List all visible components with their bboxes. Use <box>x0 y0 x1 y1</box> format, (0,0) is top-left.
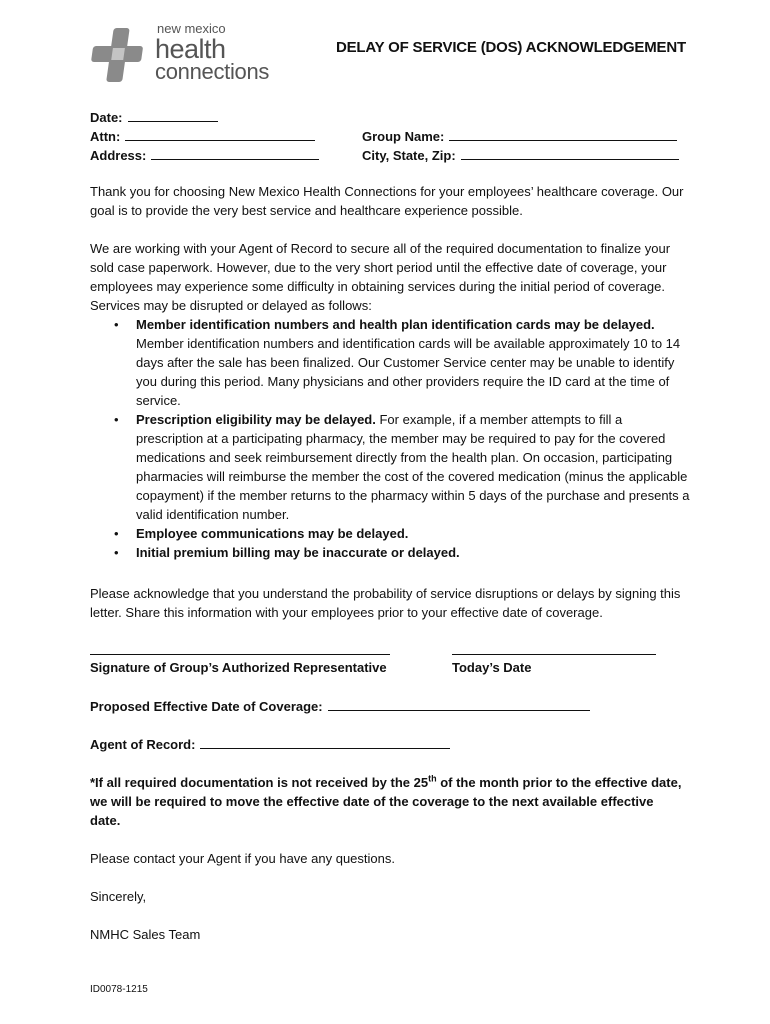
date-label: Date: <box>90 110 123 125</box>
bullet-icon: • <box>114 412 119 427</box>
list-item <box>112 315 692 410</box>
bullet-heading: Initial premium billing may be inaccurate or delayed. <box>136 545 460 560</box>
delay-list <box>112 315 692 562</box>
address-field <box>90 146 319 165</box>
notice-superscript: th <box>428 773 437 784</box>
proposed-effective-date-label: Proposed Effective Date of Coverage: <box>90 699 323 714</box>
group-name-label: Group Name: <box>362 129 445 144</box>
date-field <box>90 108 218 127</box>
group-name-blank[interactable] <box>449 127 677 141</box>
attn-field <box>90 127 315 146</box>
bullet-text: Member identification numbers and identification cards will be available approximately 10 to 14 days after the sale has been finalized. Our Customer Service center may be unable to identify you during this period. Many physicians and other providers require the ID card at the time of service. <box>136 336 681 408</box>
notice-text-2: of the month prior to the effective date, we will be required to move the effective date of the coverage to the next available effective date. <box>90 775 682 828</box>
list-item <box>112 543 692 562</box>
bullet-icon: • <box>114 317 119 332</box>
agent-of-record-label: Agent of Record: <box>90 737 196 752</box>
signature-label: Signature of Group’s Authorized Representative <box>90 660 387 675</box>
bullet-heading: Prescription eligibility may be delayed. <box>136 412 376 427</box>
city-state-zip-label: City, State, Zip: <box>362 148 456 163</box>
logo-line-new-mexico: new mexico <box>157 21 226 36</box>
working-paragraph: We are working with your Agent of Record to secure all of the required documentation to finalize your sold case paperwork. However, due to the very short period until the effective date of coverage, your employees may experience some difficulty in obtaining services during the initial period of coverage. Services may be disrupted or delayed as follows: <box>90 241 671 313</box>
bullet-heading: Member identification numbers and health plan identification cards may be delayed. <box>136 317 655 332</box>
proposed-effective-date-field <box>90 697 590 716</box>
address-label: Address: <box>90 148 147 163</box>
list-item <box>112 524 692 543</box>
intro-paragraph: Thank you for choosing New Mexico Health Connections for your employees’ healthcare coverage. Our goal is to provide the very best service and healthcare experience possible. <box>90 184 684 218</box>
group-name-field <box>362 127 677 146</box>
city-state-zip-blank[interactable] <box>461 146 679 160</box>
signoff-team: NMHC Sales Team <box>90 927 201 942</box>
list-item <box>112 410 692 524</box>
date-blank[interactable] <box>128 108 218 122</box>
proposed-effective-date-blank[interactable] <box>328 697 590 711</box>
documentation-notice <box>90 773 685 830</box>
notice-text-1: *If all required documentation is not received by the 25 <box>90 775 429 790</box>
todays-date-line[interactable] <box>452 654 656 655</box>
contact-line: Please contact your Agent if you have any questions. <box>90 851 395 866</box>
agent-of-record-field <box>90 735 450 754</box>
address-blank[interactable] <box>151 146 319 160</box>
attn-label: Attn: <box>90 129 121 144</box>
todays-date-label: Today’s Date <box>452 660 532 675</box>
nmhc-logo <box>88 20 288 84</box>
form-id: ID0078-1215 <box>90 984 148 995</box>
logo-line-health: health <box>155 34 226 64</box>
attn-blank[interactable] <box>125 127 315 141</box>
acknowledge-paragraph: Please acknowledge that you understand the probability of service disruptions or delays by signing this letter. Share this information with your employees prior to your effective date of coverage. <box>90 586 681 620</box>
cross-logo-icon <box>88 26 148 84</box>
bullet-icon: • <box>114 526 119 541</box>
agent-of-record-blank[interactable] <box>200 735 450 749</box>
page-title: DELAY OF SERVICE (DOS) ACKNOWLEDGEMENT <box>336 39 686 56</box>
city-state-zip-field <box>362 146 679 165</box>
bullet-heading: Employee communications may be delayed. <box>136 526 409 541</box>
bullet-text: For example, if a member attempts to fill a prescription at a participating pharmacy, the member may be required to pay for the covered medications and seek reimbursement directly from the health plan. On occasion, participating pharmacies will reimburse the member the cost of the covered medication (minus the applicable copayment) if the member returns to the pharmacy within 5 days of the purchase and presents a valid identification number. <box>136 412 690 522</box>
closing-line: Sincerely, <box>90 889 147 904</box>
signature-line[interactable] <box>90 654 390 655</box>
bullet-icon: • <box>114 545 119 560</box>
logo-line-connections: connections <box>155 59 270 84</box>
